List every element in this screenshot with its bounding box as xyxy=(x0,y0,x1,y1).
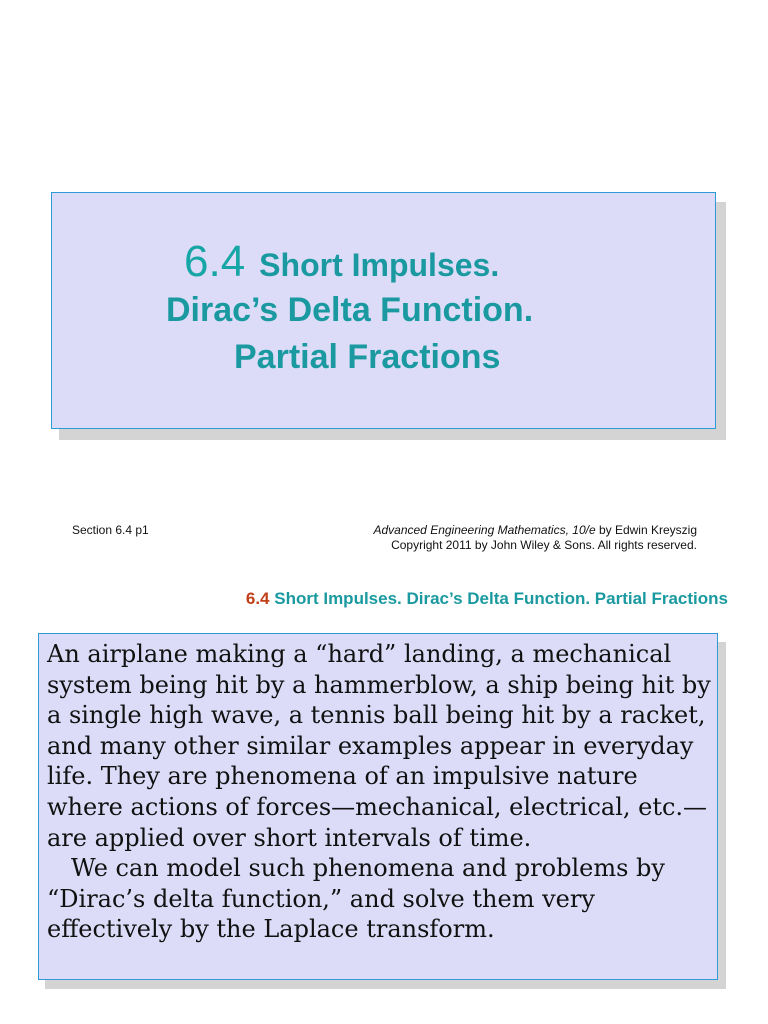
body-paragraph-2: We can model such phenomena and problems by “Dirac’s delta function,” and solve them very effectively by the Laplace transform. xyxy=(47,854,665,944)
book-title: Advanced Engineering Mathematics, 10/e xyxy=(373,523,596,537)
title-dirac-delta: Dirac’s Delta Function. xyxy=(166,291,534,329)
book-author: by Edwin Kreyszig xyxy=(595,523,697,537)
title-partial-fractions: Partial Fractions xyxy=(234,338,501,376)
body-text-box xyxy=(38,633,718,980)
footer-section-page: Section 6.4 p1 xyxy=(72,523,149,537)
body-text xyxy=(47,639,715,945)
title-short-impulses: Short Impulses. xyxy=(259,247,500,283)
section-number: 6.4 xyxy=(184,237,246,286)
section-heading-text: Short Impulses. Dirac’s Delta Function. Partial Fractions xyxy=(269,589,728,608)
footer-credits xyxy=(373,523,697,553)
footer-copyright: Copyright 2011 by John Wiley & Sons. All rights reserved. xyxy=(391,538,697,552)
section-heading xyxy=(246,589,728,609)
body-paragraph-1: An airplane making a “hard” landing, a mechanical system being hit by a hammerblow, a ship being hit by a single high wave, a tennis ball being hit by a racket, and many other similar examples appear in everyday life. They are phenomena of an impulsive nature where actions of forces—mechanical, electrical, etc.—are applied over short intervals of time. xyxy=(47,640,711,852)
title-box xyxy=(51,192,716,429)
title-line-1 xyxy=(184,237,499,287)
footer-book-line xyxy=(373,523,697,538)
section-heading-number: 6.4 xyxy=(245,589,270,608)
